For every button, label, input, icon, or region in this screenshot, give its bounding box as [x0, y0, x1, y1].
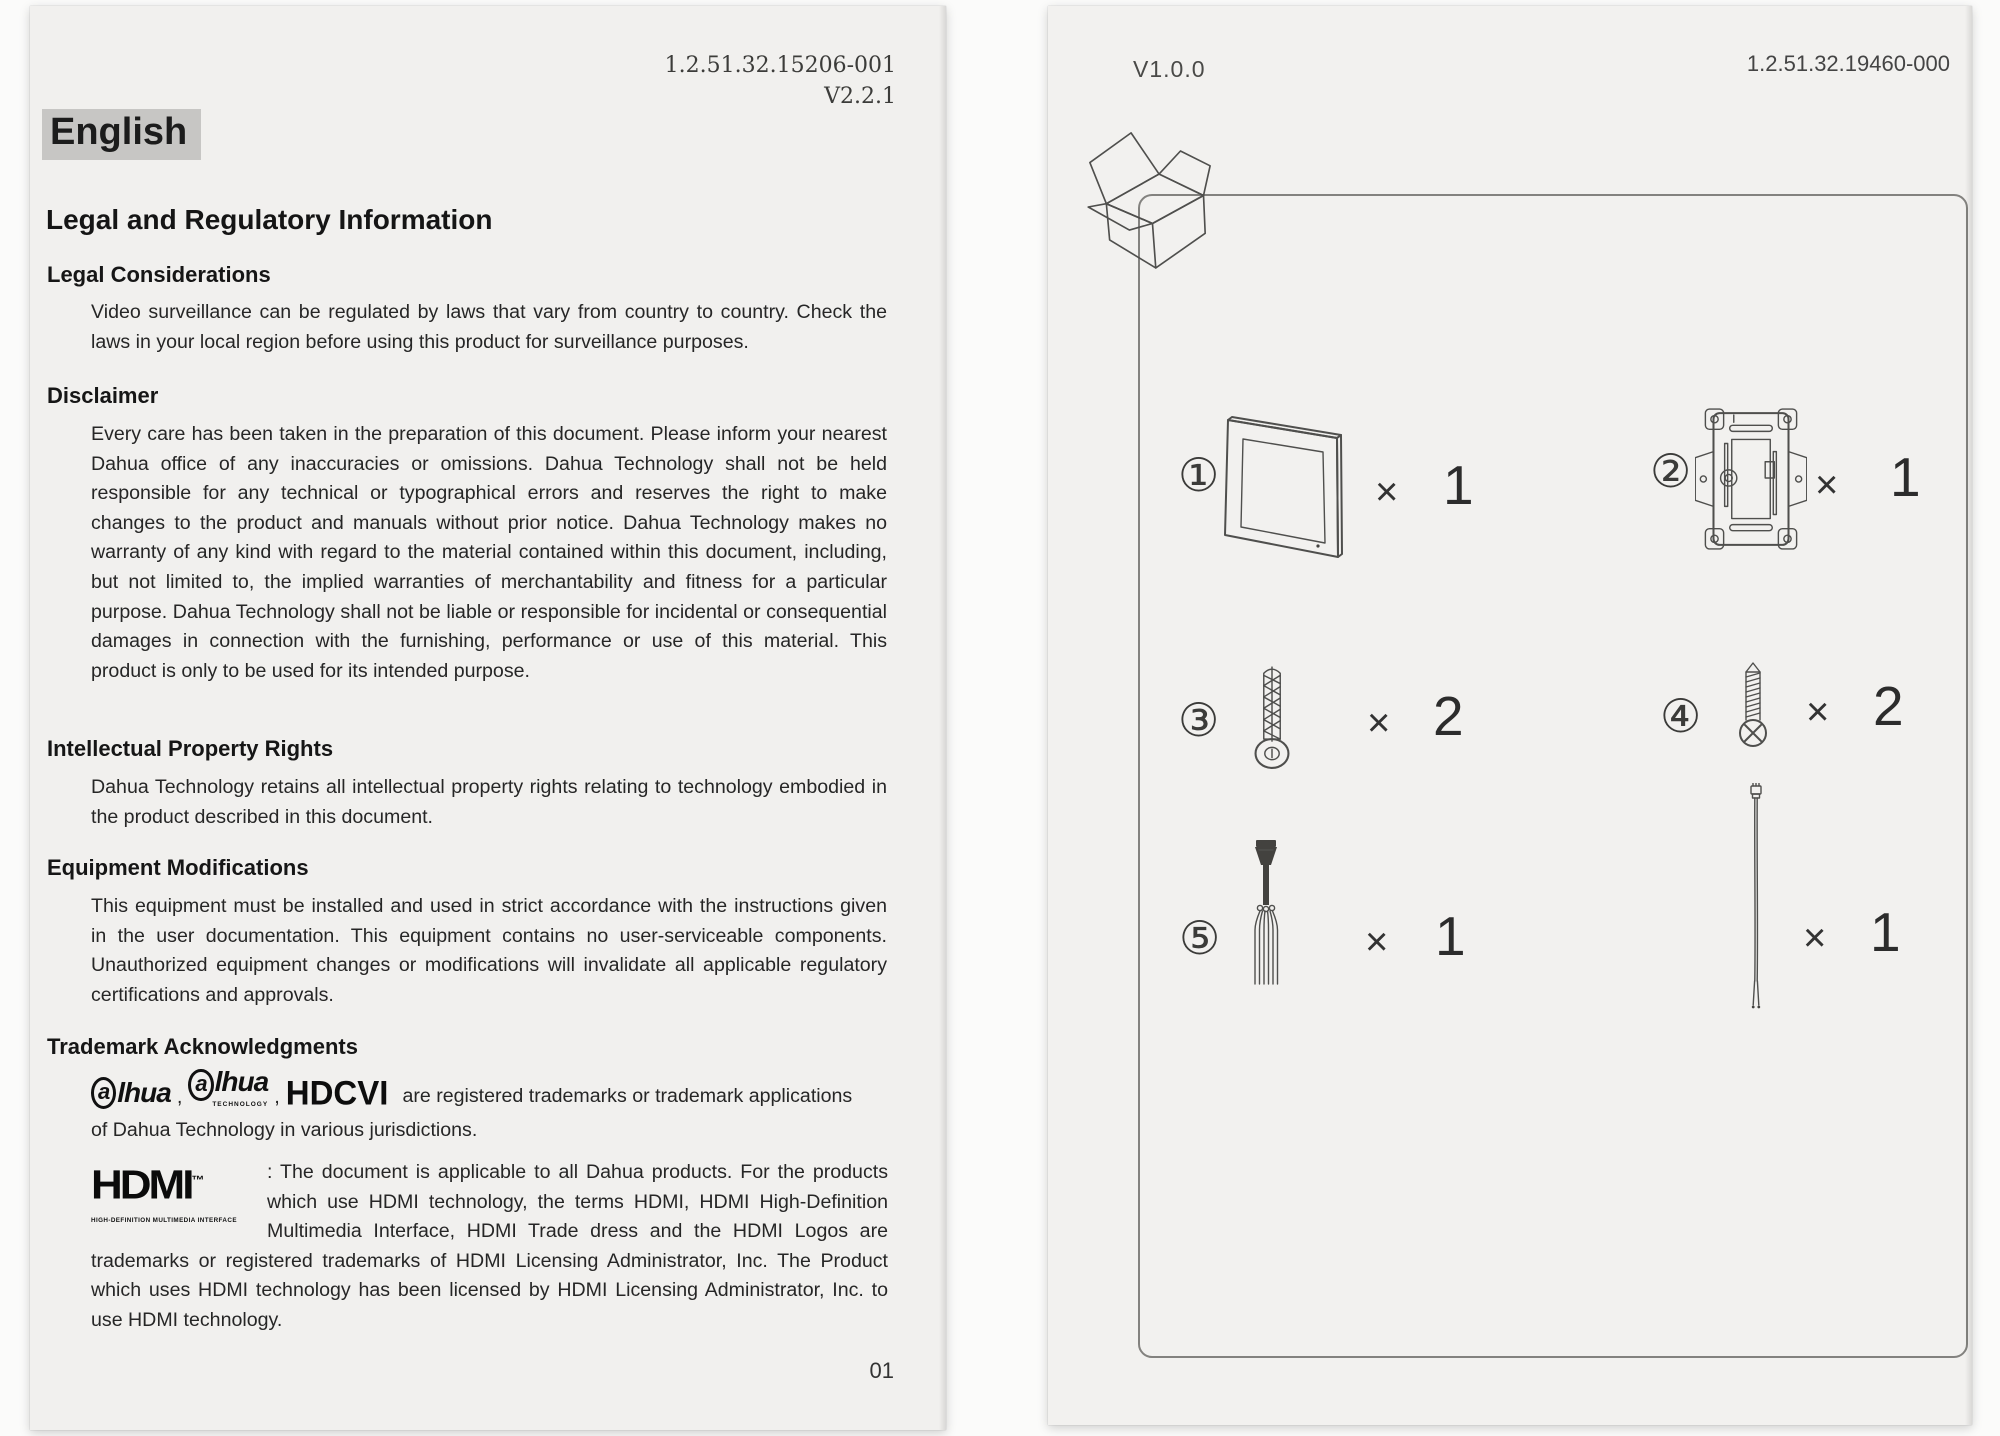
- separator-comma: ,: [274, 1085, 280, 1108]
- item-number-badge: ①: [1178, 449, 1220, 501]
- dahua-technology-logo-subtext: TECHNOLOGY: [212, 1101, 269, 1108]
- packing-item-bracket: [1643, 401, 1973, 561]
- item-quantity: 1: [1890, 446, 1921, 508]
- hdcvi-logo: HDCVI: [285, 1072, 389, 1112]
- hdmi-trademark-symbol: ™: [191, 1172, 205, 1187]
- item-number-badge: ②: [1650, 445, 1692, 497]
- cable-illustration: [1746, 783, 1766, 1013]
- section-body-equipment-modifications: This equipment must be installed and used in strict accordance with the instructions given in the user documentation. This equipment contains no user-serviceable components. Unauthorized equipment changes or modifications will invalidate all applicable regulatory certifications and approvals.: [91, 895, 887, 1006]
- item-quantity: 1: [1435, 905, 1466, 967]
- bracket-illustration: [1695, 405, 1807, 553]
- dahua-logo-text: lhua: [117, 1076, 171, 1108]
- dahua-technology-logo-ring: a: [188, 1069, 213, 1101]
- packing-item-monitor: [1168, 406, 1528, 576]
- item-number-badge: ③: [1178, 694, 1220, 746]
- legal-info-page: [30, 6, 946, 1430]
- item-quantity: 1: [1443, 454, 1474, 516]
- packing-item-expansion-bolt: [1173, 651, 1513, 781]
- screw-illustration: [1738, 659, 1768, 755]
- times-sign: ×: [1375, 470, 1399, 514]
- monitor-illustration: [1223, 415, 1345, 565]
- section-body-legal-considerations: Video surveillance can be regulated by laws that vary from country to country. Check the laws in your local region before using this product for surveillance purposes.: [91, 301, 887, 353]
- document-number: 1.2.51.32.15206-001: [664, 53, 896, 78]
- times-sign: ×: [1806, 690, 1830, 734]
- section-heading-equipment-modifications: Equipment Modifications: [47, 855, 309, 880]
- document-number-block: [665, 50, 896, 112]
- expansion-bolt-illustration: [1251, 663, 1293, 771]
- item-quantity: 2: [1433, 685, 1464, 747]
- hdmi-acknowledgment: [91, 1158, 888, 1336]
- page-number: 01: [869, 1358, 894, 1383]
- section-body-disclaimer: Every care has been taken in the preparation of this document. Please inform your nearest Dahua office of any inaccuracies or omissions. Dahua Technology shall not be held responsible for any technical or typographical errors and reserves the right to make changes to the product and manuals without prior notice. Dahua Technology makes no warranty of any kind with regard to the material contained within this document, including, but not limited to, the implied warranties of merchantability and fitness for a particular purpose. Dahua Technology shall not be liable or responsible for incidental or consequential damages in connection with the furnishing, performance or use of this material. This product is only to be used for its intended purpose.: [91, 423, 887, 682]
- times-sign: ×: [1365, 920, 1389, 964]
- section-body-intellectual-property: Dahua Technology retains all intellectual property rights relating to technology embodied in the product described in this document.: [91, 776, 887, 828]
- hdmi-logo-subtext: HIGH-DEFINITION MULTIMEDIA INTERFACE: [91, 1216, 237, 1224]
- packing-item-cable: [1688, 781, 1968, 1021]
- dahua-technology-logo: [188, 1068, 268, 1109]
- page-title: Legal and Regulatory Information: [46, 204, 493, 235]
- dahua-logo: [91, 1077, 171, 1109]
- open-box-icon: [1080, 110, 1220, 276]
- dahua-technology-logo-text: lhua: [214, 1066, 269, 1097]
- item-number-badge: ④: [1660, 690, 1702, 742]
- hdmi-statement-text: : The document is applicable to all Dahua products. For the products which use HDMI technology, the terms HDMI, HDMI High-Definition Multimedia Interface, HDMI Trade dress and the HDMI Logos are trademarks or registered trademarks of HDMI Licensing Administrator, Inc. The Product which uses HDMI technology has been licensed by HDMI Licensing Administrator, Inc. to use HDMI technology.: [91, 1161, 888, 1331]
- language-heading: English: [42, 109, 201, 160]
- trademark-logo-row: [91, 1066, 891, 1112]
- item-quantity: 2: [1873, 675, 1904, 737]
- item-quantity: 1: [1870, 901, 1901, 963]
- hdmi-logo: [91, 1160, 259, 1235]
- document-version: V2.2.1: [824, 84, 896, 109]
- separator-comma: ,: [176, 1085, 183, 1108]
- packing-list-page: [1048, 6, 1972, 1425]
- hdmi-logo-word: HDMI™: [91, 1162, 205, 1208]
- section-heading-intellectual-property: Intellectual Property Rights: [47, 736, 334, 761]
- section-heading-legal-considerations: Legal Considerations: [47, 262, 271, 287]
- document-number: 1.2.51.32.19460-000: [1746, 51, 1950, 76]
- packing-item-wiring-harness: [1173, 831, 1513, 1001]
- trademark-statement-line2: of Dahua Technology in various jurisdictions.: [91, 1119, 478, 1141]
- times-sign: ×: [1367, 701, 1391, 745]
- version-number: V1.0.0: [1133, 56, 1206, 82]
- trademark-statement-line1: are registered trademarks or trademark applications: [402, 1085, 853, 1107]
- times-sign: ×: [1803, 916, 1827, 960]
- wiring-harness-illustration: [1249, 834, 1283, 992]
- section-heading-disclaimer: Disclaimer: [47, 383, 159, 408]
- item-number-badge: ⑤: [1179, 912, 1221, 964]
- times-sign: ×: [1815, 463, 1839, 507]
- dahua-logo-ring: a: [91, 1077, 116, 1109]
- packing-item-screw: [1653, 651, 1953, 791]
- section-heading-trademark-acknowledgments: Trademark Acknowledgments: [47, 1034, 358, 1059]
